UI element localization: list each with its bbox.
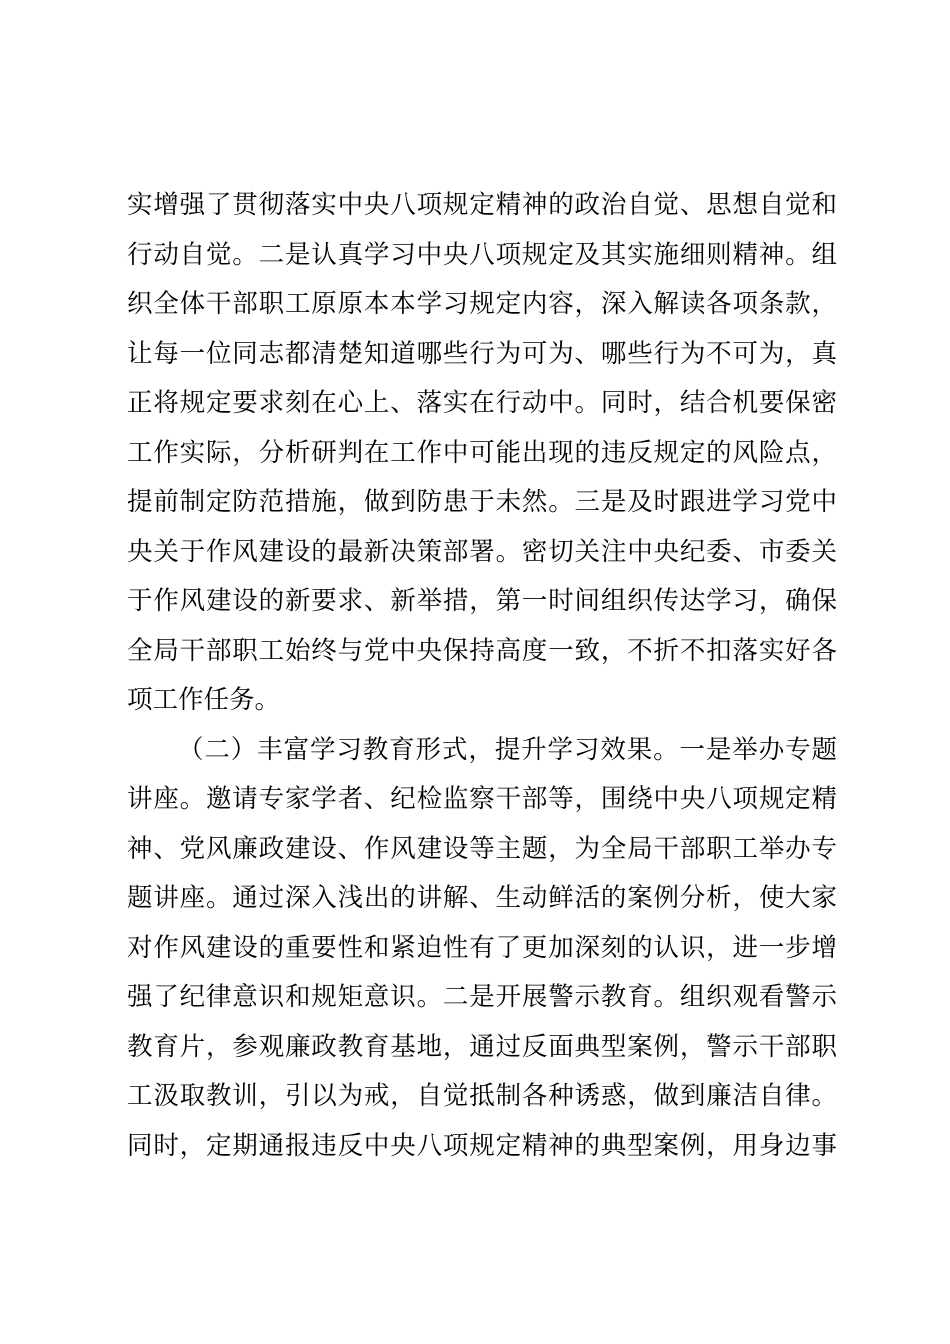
text-line: 神、党风廉政建设、作风建设等主题，为全局干部职工举办专 [127,833,837,864]
text-line-paragraph-end: 项工作任务。 [127,685,281,715]
text-line: 题讲座。通过深入浅出的讲解、生动鲜活的案例分析，使大家 [127,883,837,913]
text-line: 让每一位同志都清楚知道哪些行为可为、哪些行为不可为，真 [127,338,837,369]
text-line: 工作实际，分析研判在工作中可能出现的违反规定的风险点， [127,437,837,468]
text-line: 同时，定期通报违反中央八项规定精神的典型案例，用身边事 [127,1130,837,1161]
text-line: 强了纪律意识和规矩意识。二是开展警示教育。组织观看警示 [127,982,837,1012]
text-line: 讲座。邀请专家学者、纪检监察干部等，围绕中央八项规定精 [127,784,837,814]
text-line: 织全体干部职工原原本本学习规定内容，深入解读各项条款， [127,289,837,319]
text-line: 央关于作风建设的最新决策部署。密切关注中央纪委、市委关 [127,536,837,567]
text-line: 实增强了贯彻落实中央八项规定精神的政治自觉、思想自觉和 [127,190,837,220]
text-line: 工汲取教训，引以为戒，自觉抵制各种诱惑，做到廉洁自律。 [127,1081,837,1111]
text-line: 行动自觉。二是认真学习中央八项规定及其实施细则精神。组 [127,239,837,270]
section-heading-line: （二）丰富学习教育形式，提升学习效果。一是举办专题 [178,734,837,765]
text-line: 全局干部职工始终与党中央保持高度一致，不折不扣落实好各 [127,635,837,666]
text-line: 于作风建设的新要求、新举措，第一时间组织传达学习，确保 [127,586,837,616]
text-line: 正将规定要求刻在心上、落实在行动中。同时，结合机要保密 [127,388,837,418]
body-text [127,181,837,1171]
text-line: 对作风建设的重要性和紧迫性有了更加深刻的认识，进一步增 [127,932,837,963]
text-line: 教育片，参观廉政教育基地，通过反面典型案例，警示干部职 [127,1031,837,1062]
text-line: 提前制定防范措施，做到防患于未然。三是及时跟进学习党中 [127,487,837,517]
